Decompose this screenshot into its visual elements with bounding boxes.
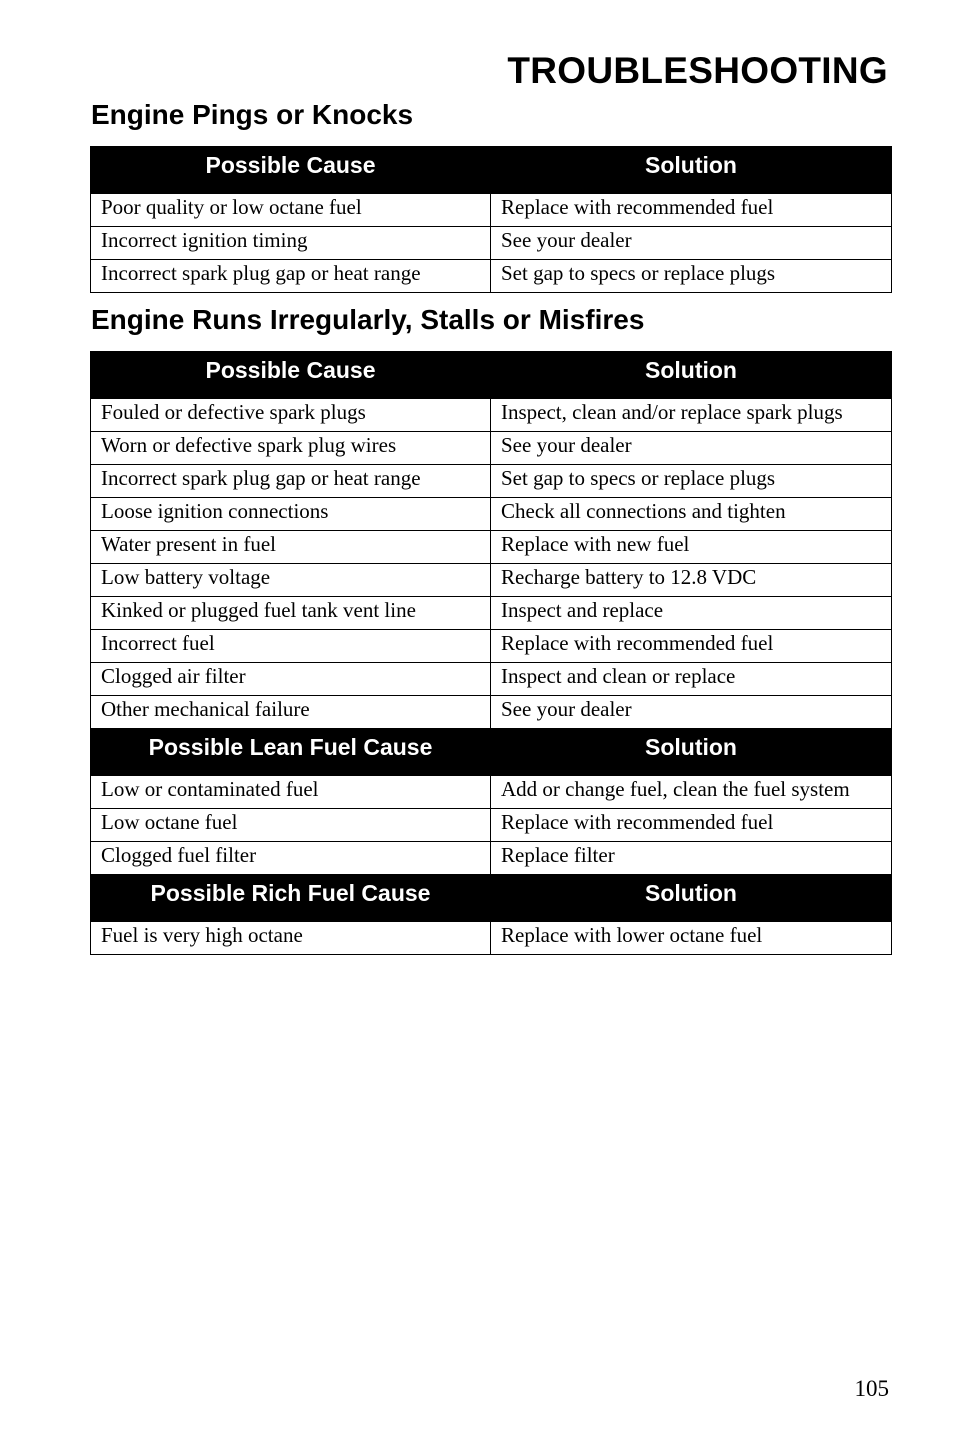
header-solution: Solution	[491, 147, 892, 194]
table-row	[91, 498, 892, 531]
header-possible-lean-fuel-cause: Possible Lean Fuel Cause	[91, 729, 491, 776]
solution-cell: Set gap to specs or replace plugs	[491, 260, 892, 293]
solution-cell: Replace with recommended fuel	[491, 809, 892, 842]
header-solution: Solution	[491, 352, 892, 399]
engine-pings-table	[90, 146, 892, 293]
solution-cell: Inspect, clean and/or replace spark plugs	[491, 399, 892, 432]
solution-cell: Replace with lower octane fuel	[491, 922, 892, 955]
cause-cell: Incorrect ignition timing	[91, 227, 491, 260]
table-row	[91, 597, 892, 630]
table-row	[91, 663, 892, 696]
cause-cell: Incorrect spark plug gap or heat range	[91, 260, 491, 293]
table-row	[91, 399, 892, 432]
cause-cell: Water present in fuel	[91, 531, 491, 564]
solution-cell: Replace with recommended fuel	[491, 630, 892, 663]
table-header-row-lean-fuel	[91, 729, 892, 776]
table-row	[91, 922, 892, 955]
header-possible-cause: Possible Cause	[91, 147, 491, 194]
table-row	[91, 809, 892, 842]
cause-cell: Other mechanical failure	[91, 696, 491, 729]
section-title-engine-pings: Engine Pings or Knocks	[91, 99, 414, 130]
table-row	[91, 260, 892, 293]
table-row	[91, 842, 892, 875]
cause-cell: Worn or defective spark plug wires	[91, 432, 491, 465]
cause-cell: Incorrect fuel	[91, 630, 491, 663]
solution-cell: See your dealer	[491, 227, 892, 260]
solution-cell: Add or change fuel, clean the fuel system	[491, 776, 892, 809]
header-solution: Solution	[491, 729, 892, 776]
cause-cell: Low octane fuel	[91, 809, 491, 842]
solution-cell: Check all connections and tighten	[491, 498, 892, 531]
cause-cell: Clogged air filter	[91, 663, 491, 696]
table-header-row-rich-fuel	[91, 875, 892, 922]
solution-cell: Inspect and replace	[491, 597, 892, 630]
table-row	[91, 696, 892, 729]
cause-cell: Fouled or defective spark plugs	[91, 399, 491, 432]
cause-cell: Kinked or plugged fuel tank vent line	[91, 597, 491, 630]
table-row	[91, 531, 892, 564]
section-title-engine-runs-irregularly: Engine Runs Irregularly, Stalls or Misfires	[91, 304, 645, 335]
header-possible-rich-fuel-cause: Possible Rich Fuel Cause	[91, 875, 491, 922]
table-header-row	[91, 147, 892, 194]
engine-runs-irregularly-table	[90, 351, 892, 955]
solution-cell: Set gap to specs or replace plugs	[491, 465, 892, 498]
table-header-row	[91, 352, 892, 399]
cause-cell: Low or contaminated fuel	[91, 776, 491, 809]
header-possible-cause: Possible Cause	[91, 352, 491, 399]
table-row	[91, 465, 892, 498]
cause-cell: Fuel is very high octane	[91, 922, 491, 955]
solution-cell: Inspect and clean or replace	[491, 663, 892, 696]
table-row	[91, 564, 892, 597]
solution-cell: Replace filter	[491, 842, 892, 875]
cause-cell: Low battery voltage	[91, 564, 491, 597]
solution-cell: See your dealer	[491, 432, 892, 465]
table-row	[91, 776, 892, 809]
solution-cell: See your dealer	[491, 696, 892, 729]
table-row	[91, 432, 892, 465]
solution-cell: Recharge battery to 12.8 VDC	[491, 564, 892, 597]
cause-cell: Loose ignition connections	[91, 498, 491, 531]
solution-cell: Replace with new fuel	[491, 531, 892, 564]
header-solution: Solution	[491, 875, 892, 922]
cause-cell: Clogged fuel filter	[91, 842, 491, 875]
table-row	[91, 227, 892, 260]
page-number: 105	[854, 1376, 889, 1401]
cause-cell: Poor quality or low octane fuel	[91, 194, 491, 227]
table-row	[91, 194, 892, 227]
page-title: TROUBLESHOOTING	[507, 50, 888, 91]
solution-cell: Replace with recommended fuel	[491, 194, 892, 227]
table-row	[91, 630, 892, 663]
cause-cell: Incorrect spark plug gap or heat range	[91, 465, 491, 498]
